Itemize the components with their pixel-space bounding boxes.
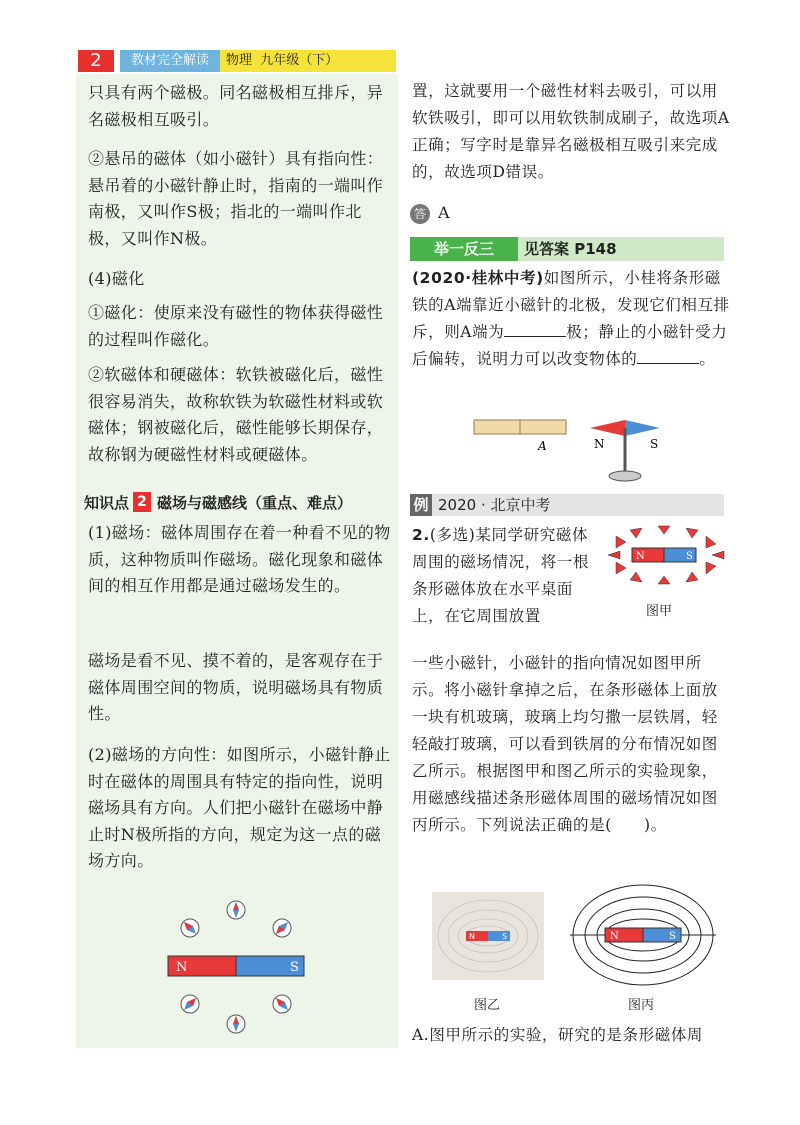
question-text: 如图所示，小桂将条形磁铁的A端靠近小磁针的北极，发现它们相互排斥，则A端为 (412, 269, 730, 341)
paragraph: 只具有两个磁极。同名磁极相互排斥，异名磁极相互吸引。 (88, 83, 384, 129)
compass-icon (273, 919, 291, 937)
needle-s-label: S (650, 437, 659, 451)
magnet-stand-figure (470, 410, 690, 490)
field-lines-figure (568, 880, 718, 990)
paragraph: (4)磁化 (88, 269, 145, 288)
question-text: 。 (699, 350, 716, 368)
kp-heading: 磁场与磁感线（重点、难点） (157, 493, 353, 512)
practice-tag: 举一反三 (410, 237, 518, 261)
caption-bing: 图丙 (628, 998, 655, 1013)
subject: 物理 (226, 53, 253, 68)
magnet-n-label: N (469, 932, 475, 941)
compass-icon (181, 995, 199, 1013)
paragraph: ②悬吊的磁体（如小磁针）具有指向性：悬吊着的小磁针静止时，指南的一端叫作南极，又叫作S极；指北的一端叫作北极，又叫作N极。 (88, 149, 384, 248)
question-source: (2020·桂林中考) (412, 269, 544, 287)
practice-question (412, 265, 730, 373)
question-number: 2. (412, 526, 430, 544)
magnet-n-label: N (636, 551, 645, 562)
page-number: 2 (78, 50, 114, 72)
magnet-s-label: S (686, 551, 693, 562)
example-question-part2: 一些小磁针，小磁针的指向情况如图甲所示。将小磁针拿掉之后，在条形磁体上面放一块有机玻璃，玻璃上均匀撒一层铁屑，轻轻敲打玻璃，可以看到铁屑的分布情况如图乙所示。根据图甲和图乙所示的实验现象，用磁感线描述条形磁体周围的磁场情况如图丙所示。下列说法正确的是( )。 (412, 654, 718, 834)
paragraph: 磁场是看不见、摸不着的，是客观存在于磁体周围空间的物质，说明磁场具有物质性。 (88, 651, 384, 723)
grade: 九年级（下） (260, 53, 339, 68)
paragraph: 置，这就要用一个磁性材料去吸引，可以用软铁吸引，即可以用软铁制成刷子，故选项A正确；写字时是靠异名磁极相互吸引来完成的，故选项D错误。 (412, 82, 730, 181)
answer-icon: 答 (410, 204, 430, 224)
magnet-compass-figure (150, 900, 330, 1040)
magnet-n-label: N (610, 931, 619, 942)
compass-icon (227, 1015, 245, 1033)
answer-value: A (438, 203, 450, 222)
magnet-s-label: S (669, 931, 676, 942)
answer-blank (637, 348, 699, 365)
paragraph: ①磁化：使原来没有磁性的物体获得磁性的过程叫作磁化。 (88, 303, 384, 349)
magnet-n-label: N (176, 960, 188, 975)
paragraph: ②软磁体和硬磁体：软铁被磁化后，磁性很容易消失，故称软铁为软磁性材料或软磁体；钢被磁化后，磁性能够长期保存，故称钢为硬磁性材料或硬磁体。 (88, 365, 384, 464)
caption-yi: 图乙 (474, 998, 501, 1013)
header-subject (226, 50, 338, 72)
example-question-part1 (412, 522, 600, 630)
kp-label: 知识点 (84, 493, 130, 512)
paragraph: (2)磁场的方向性：如图所示，小磁针静止时在磁体的周围具有特定的指向性，说明磁场具有方向。人们把小磁针在磁场中静止时N极所指的方向，规定为这一点的磁场方向。 (88, 745, 391, 870)
book-series: 教材完全解读 (120, 50, 220, 72)
magnet-s-label: S (502, 932, 508, 941)
knowledge-point-title (84, 489, 352, 515)
compass-icon (181, 919, 199, 937)
magnet-s-label: S (290, 960, 299, 975)
answer-blank (504, 321, 566, 338)
example-tag: 例 (410, 494, 432, 516)
compass-icon (227, 901, 245, 919)
example-source: 2020 · 北京中考 (438, 496, 551, 514)
needle-n-label: N (594, 437, 605, 451)
iron-filings-photo (432, 892, 544, 980)
caption-jia: 图甲 (646, 604, 673, 619)
compass-icon (273, 995, 291, 1013)
end-a-label: A (538, 439, 547, 453)
kp-number: 2 (133, 492, 151, 512)
figure-jia (606, 520, 726, 590)
question-text: (多选)某同学研究磁体周围的磁场情况，将一根条形磁体放在水平桌面上，在它周围放置 (412, 526, 590, 625)
option-a: A.图甲所示的实验，研究的是条形磁体周 (412, 1026, 704, 1044)
practice-answer-ref: 见答案 P148 (524, 240, 617, 258)
question-text: 极；静止的小磁针受力后偏转，说明力可以改变物体的 (412, 323, 728, 368)
paragraph: (1)磁场：磁体周围存在着一种看不见的物质，这种物质叫作磁场。磁化现象和磁体间的相互作用都是通过磁场发生的。 (88, 523, 391, 595)
